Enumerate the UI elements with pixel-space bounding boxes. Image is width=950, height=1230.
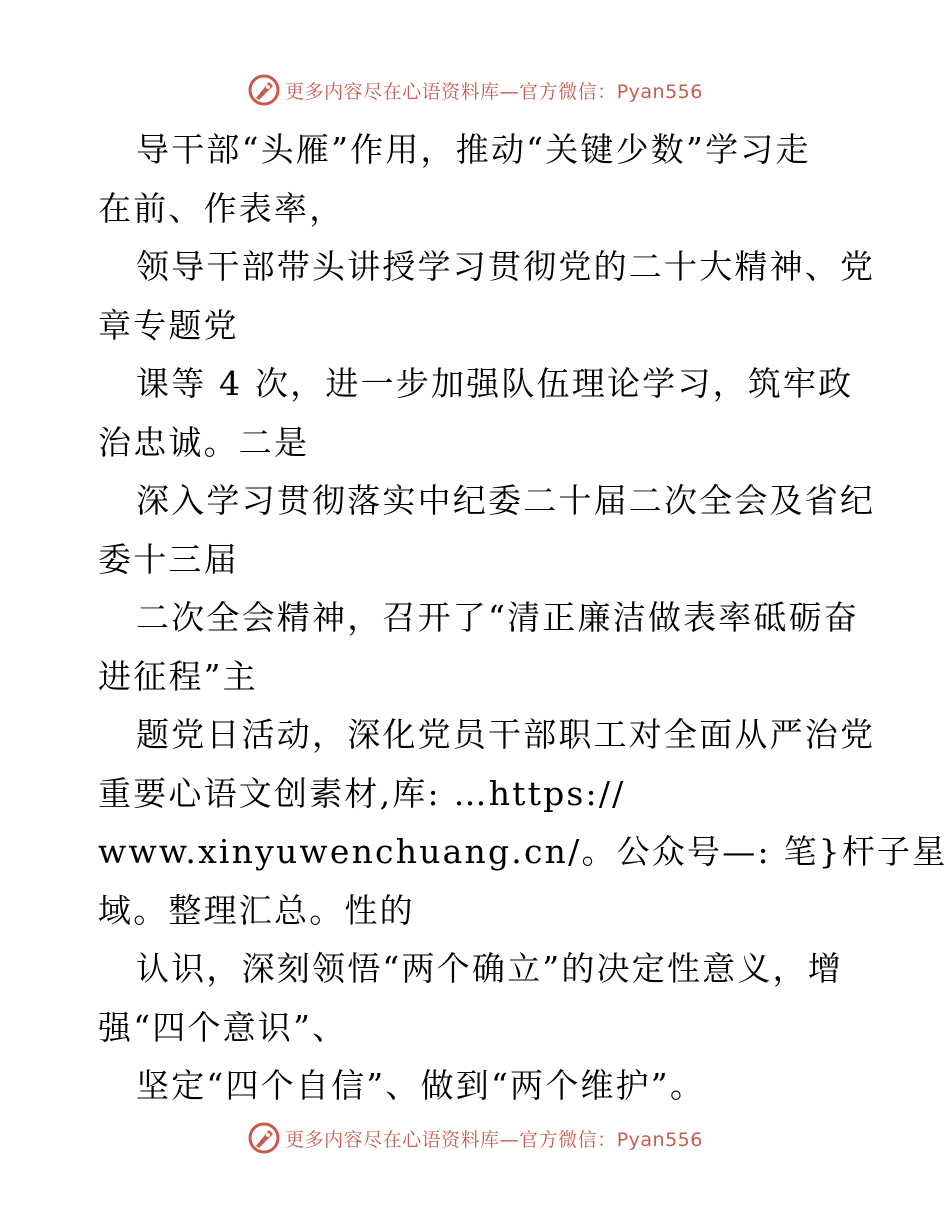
banner-text — [285, 77, 703, 104]
text-line: 进征程”主 — [98, 656, 258, 696]
text-line: 域。整理汇总。性的 — [98, 890, 415, 930]
banner-dash: — — [499, 80, 520, 103]
text-line: 治忠诚。二是 — [98, 422, 310, 462]
banner-wechat-id: Pyan556 — [616, 80, 703, 103]
text-line: 强“四个意识”、 — [98, 1007, 348, 1047]
banner-main-text: 更多内容尽在心语资料库 — [285, 1128, 500, 1151]
banner-wechat-label: 官方微信： — [519, 80, 617, 103]
header-watermark-banner — [0, 70, 950, 110]
text-line: 领导干部带头讲授学习贯彻党的二十大精神、党 — [136, 247, 876, 286]
text-line: 重要心语文创素材,库: …https:// — [98, 773, 626, 813]
banner-wechat-id: Pyan556 — [616, 1128, 703, 1151]
document-body — [98, 121, 948, 1116]
text-line: 认识，深刻领悟“两个确立”的决定性意义，增 — [136, 949, 843, 988]
text-line: 深入学习贯彻落实中纪委二十届二次全会及省纪 — [136, 481, 876, 520]
text-line: 坚定“四个自信”、做到“两个维护”。 — [136, 1066, 706, 1105]
text-line: 委十三届 — [98, 539, 239, 579]
banner-dash: — — [499, 1128, 520, 1151]
banner-wechat-label: 官方微信： — [519, 1128, 617, 1151]
banner-text — [285, 1125, 703, 1152]
text-line: 课等 4 次，进一步加强队伍理论学习，筑牢政 — [136, 364, 854, 403]
text-line: 导干部“头雁”作用，推动“关键少数”学习走 — [136, 130, 811, 169]
footer-watermark-banner — [0, 1118, 950, 1158]
text-line: 二次全会精神，召开了“清正廉洁做表率砥砺奋 — [136, 598, 860, 637]
banner-main-text: 更多内容尽在心语资料库 — [285, 80, 500, 103]
pen-nib-logo-icon — [247, 73, 281, 107]
pen-nib-logo-icon — [247, 1121, 281, 1155]
text-line: 在前、作表率， — [98, 188, 345, 228]
text-line: www.xinyuwenchuang.cn/。公众号—: 笔}杆子星 — [98, 832, 948, 871]
text-line: 章专题党 — [98, 305, 239, 345]
text-line: 题党日活动，深化党员干部职工对全面从严治党 — [136, 715, 876, 754]
